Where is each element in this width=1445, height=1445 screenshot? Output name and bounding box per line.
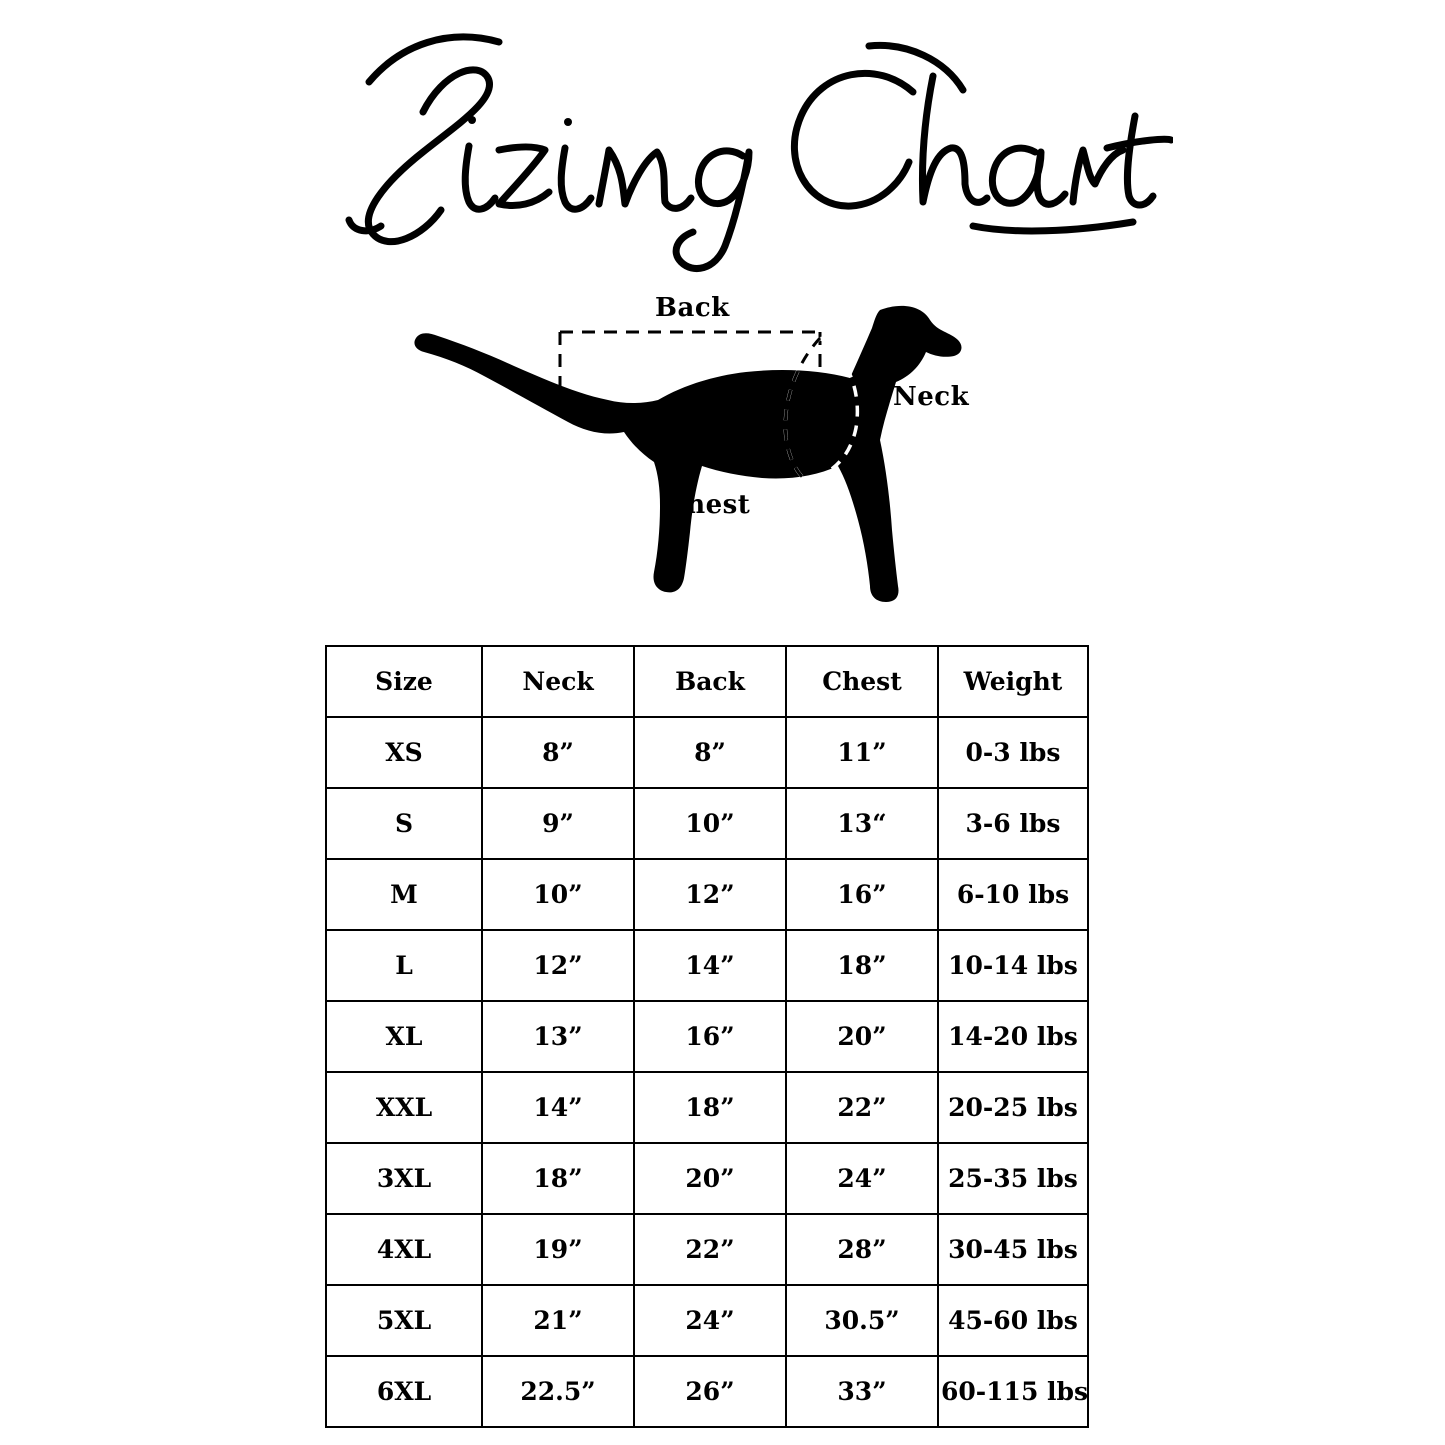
cell-back: 12”: [634, 859, 786, 930]
cell-back: 24”: [634, 1285, 786, 1356]
cell-chest: 33”: [786, 1356, 938, 1427]
cell-weight: 20-25 lbs: [938, 1072, 1088, 1143]
cell-size: XL: [326, 1001, 482, 1072]
label-chest: Chest: [665, 490, 751, 520]
cell-weight: 0-3 lbs: [938, 717, 1088, 788]
table-row: [326, 1072, 1088, 1143]
cell-chest: 22”: [786, 1072, 938, 1143]
table-row: [326, 1285, 1088, 1356]
column-header-weight: Weight: [938, 646, 1088, 717]
cell-chest: 30.5”: [786, 1285, 938, 1356]
cell-back: 26”: [634, 1356, 786, 1427]
cell-chest: 20”: [786, 1001, 938, 1072]
cell-weight: 25-35 lbs: [938, 1143, 1088, 1214]
cell-chest: 13“: [786, 788, 938, 859]
cell-neck: 14”: [482, 1072, 634, 1143]
cell-neck: 21”: [482, 1285, 634, 1356]
cell-chest: 18”: [786, 930, 938, 1001]
table-row: [326, 859, 1088, 930]
cell-back: 8”: [634, 717, 786, 788]
label-neck: Neck: [893, 382, 970, 412]
sizing-table: [325, 645, 1089, 1428]
cell-size: S: [326, 788, 482, 859]
dog-silhouette-icon: [410, 280, 1030, 630]
cell-weight: 14-20 lbs: [938, 1001, 1088, 1072]
cell-chest: 11”: [786, 717, 938, 788]
cell-neck: 8”: [482, 717, 634, 788]
cell-chest: 16”: [786, 859, 938, 930]
table-row: [326, 1214, 1088, 1285]
cell-weight: 6-10 lbs: [938, 859, 1088, 930]
cell-neck: 9”: [482, 788, 634, 859]
cell-neck: 12”: [482, 930, 634, 1001]
page-title: [0, 10, 1445, 290]
cell-weight: 10-14 lbs: [938, 930, 1088, 1001]
cell-size: XS: [326, 717, 482, 788]
cell-weight: 45-60 lbs: [938, 1285, 1088, 1356]
cell-back: 16”: [634, 1001, 786, 1072]
cell-weight: 60-115 lbs: [938, 1356, 1088, 1427]
cell-size: 3XL: [326, 1143, 482, 1214]
cell-chest: 28”: [786, 1214, 938, 1285]
column-header-neck: Neck: [482, 646, 634, 717]
cell-weight: 30-45 lbs: [938, 1214, 1088, 1285]
cell-size: 6XL: [326, 1356, 482, 1427]
table-row: [326, 1001, 1088, 1072]
cell-back: 10”: [634, 788, 786, 859]
cell-size: L: [326, 930, 482, 1001]
cell-neck: 22.5”: [482, 1356, 634, 1427]
table-row: [326, 930, 1088, 1001]
column-header-size: Size: [326, 646, 482, 717]
cell-neck: 13”: [482, 1001, 634, 1072]
cell-size: M: [326, 859, 482, 930]
cell-back: 18”: [634, 1072, 786, 1143]
label-back: Back: [655, 293, 730, 323]
table-row: [326, 1356, 1088, 1427]
table-row: [326, 788, 1088, 859]
cell-size: 5XL: [326, 1285, 482, 1356]
cell-back: 20”: [634, 1143, 786, 1214]
sizing-table-container: [325, 645, 1087, 1428]
cell-neck: 10”: [482, 859, 634, 930]
column-header-back: Back: [634, 646, 786, 717]
cell-size: XXL: [326, 1072, 482, 1143]
cell-back: 14”: [634, 930, 786, 1001]
cell-back: 22”: [634, 1214, 786, 1285]
table-header-row: [326, 646, 1088, 717]
cell-neck: 19”: [482, 1214, 634, 1285]
column-header-chest: Chest: [786, 646, 938, 717]
table-row: [326, 1143, 1088, 1214]
cell-size: 4XL: [326, 1214, 482, 1285]
cell-neck: 18”: [482, 1143, 634, 1214]
cell-weight: 3-6 lbs: [938, 788, 1088, 859]
cell-chest: 24”: [786, 1143, 938, 1214]
table-row: [326, 717, 1088, 788]
